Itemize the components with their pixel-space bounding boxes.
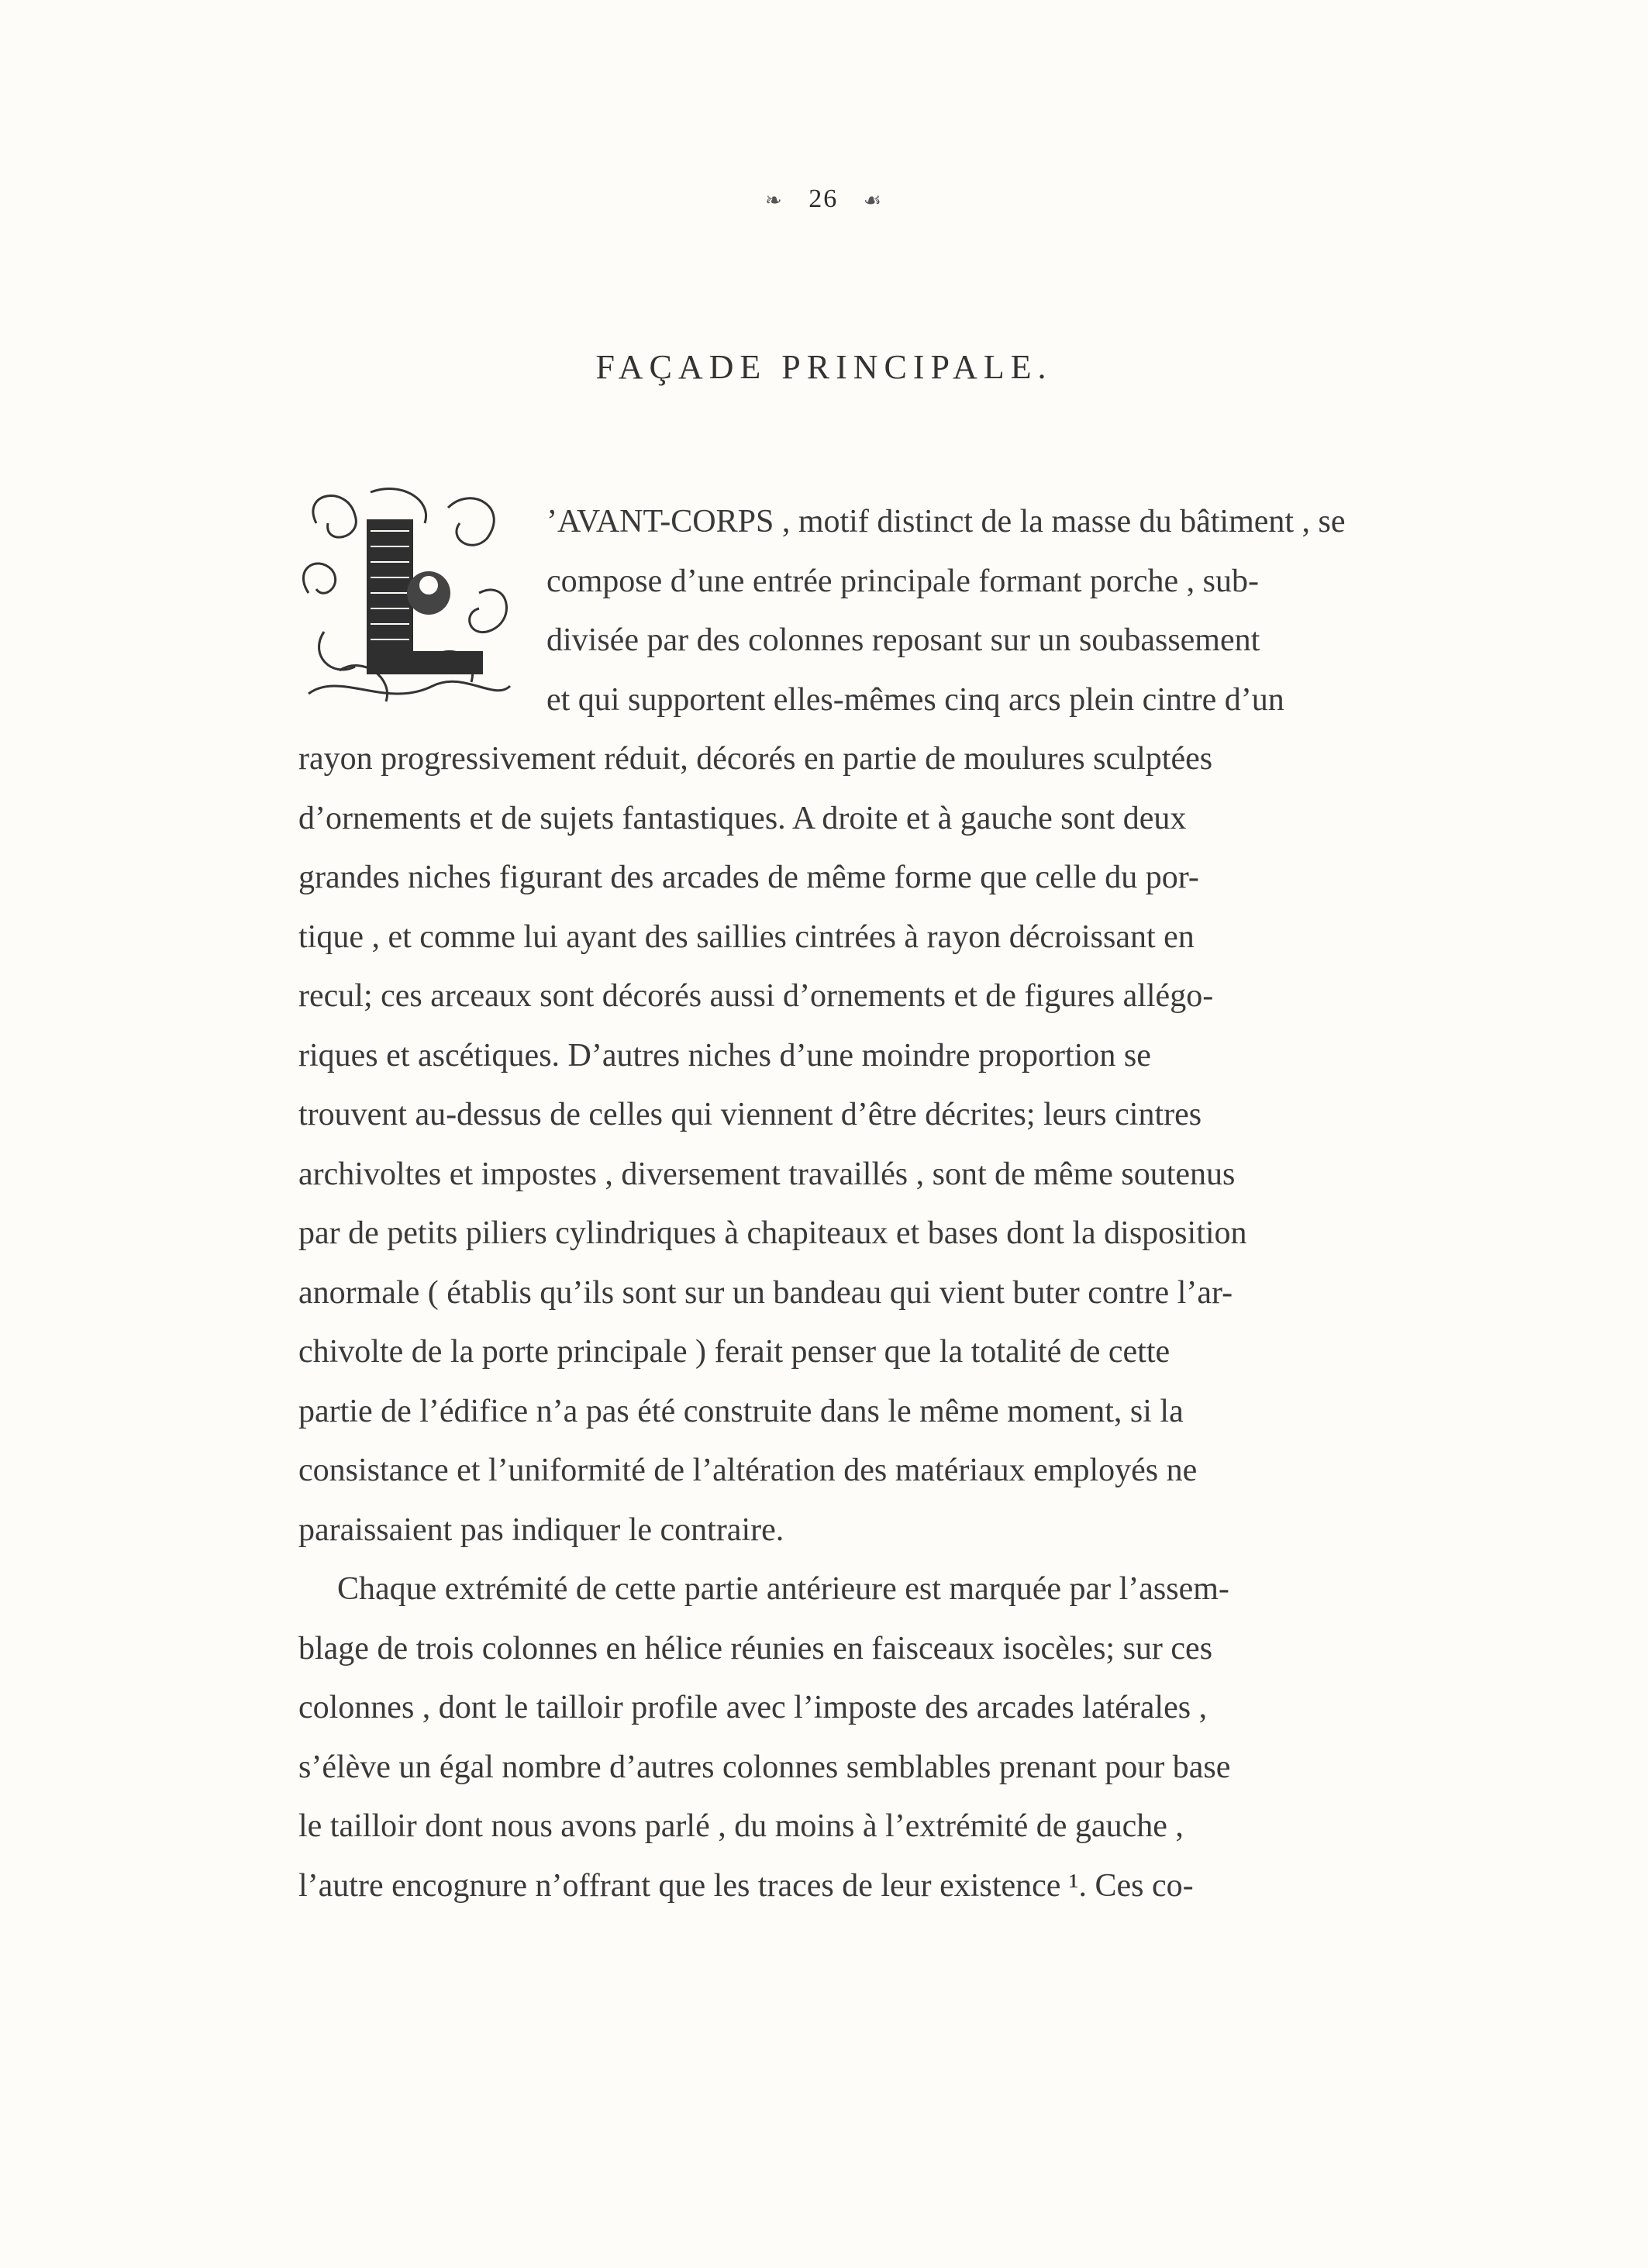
text-line: recul; ces arceaux sont décorés aussi d’ornements et de figures allégo- <box>298 978 1214 1014</box>
body-text <box>298 492 1426 1915</box>
text-line: colonnes , dont le tailloir profile avec l’imposte des arcades latérales , <box>298 1690 1208 1725</box>
text-line: riques et ascétiques. D’autres niches d’une moindre proportion se <box>298 1037 1151 1074</box>
text-line: partie de l’édifice n’a pas été construite dans le même moment, si la <box>298 1393 1184 1429</box>
text-line: par de petits piliers cylindriques à chapiteaux et bases dont la disposition <box>298 1215 1247 1251</box>
text-line: compose d’une entrée principale formant porche , sub- <box>546 563 1259 599</box>
text-line: blage de trois colonnes en hélice réunies en faisceaux isocèles; sur ces <box>298 1630 1213 1667</box>
text-line: divisée par des colonnes reposant sur un soubassement <box>546 622 1260 658</box>
ornament-left-icon: ❧ <box>764 189 784 212</box>
text-line: chivolte de la porte principale ) ferait penser que la totalité de cette <box>298 1334 1170 1370</box>
text-line: trouvent au-dessus de celles qui viennent d’être décrites; leurs cintres <box>298 1097 1202 1132</box>
text-line: l’autre encognure n’offrant que les traces de leur existence ¹. Ces co- <box>298 1867 1194 1904</box>
text-line: ’AVANT-CORPS , motif distinct de la masse du bâtiment , se <box>546 504 1346 539</box>
text-line: et qui supportent elles-mêmes cinq arcs plein cintre d’un <box>546 681 1284 718</box>
page-header <box>0 184 1648 214</box>
text-line: rayon progressivement réduit, décorés en partie de moulures sculptées <box>298 741 1213 777</box>
ornament-right-icon: ☙ <box>863 189 884 212</box>
text-line: grandes niches figurant des arcades de même forme que celle du por- <box>298 860 1199 895</box>
text-line: tique , et comme lui ayant des saillies cintrées à rayon décroissant en <box>298 919 1195 955</box>
text-line: d’ornements et de sujets fantastiques. A droite et à gauche sont deux <box>298 800 1187 836</box>
text-line: paraissaient pas indiquer le contraire. <box>298 1511 784 1548</box>
text-line: archivoltes et impostes , diversement travaillés , sont de même soutenus <box>298 1156 1236 1192</box>
text-line: consistance et l’uniformité de l’altération des matériaux employés ne <box>298 1453 1198 1488</box>
paragraph-2 <box>298 1560 1426 1915</box>
text-line: Chaque extrémité de cette partie antérieure est marquée par l’assem- <box>337 1571 1229 1607</box>
text-line: le tailloir dont nous avons parlé , du moins à l’extrémité de gauche , <box>298 1808 1184 1844</box>
text-line: anormale ( établis qu’ils sont sur un bandeau qui vient buter contre l’ar- <box>298 1274 1233 1311</box>
paragraph-1 <box>298 492 1426 1560</box>
page-title: FAÇADE PRINCIPALE. <box>595 348 1053 386</box>
page-number: 26 <box>808 184 839 213</box>
text-line: s’élève un égal nombre d’autres colonnes semblables prenant pour base <box>298 1749 1231 1785</box>
